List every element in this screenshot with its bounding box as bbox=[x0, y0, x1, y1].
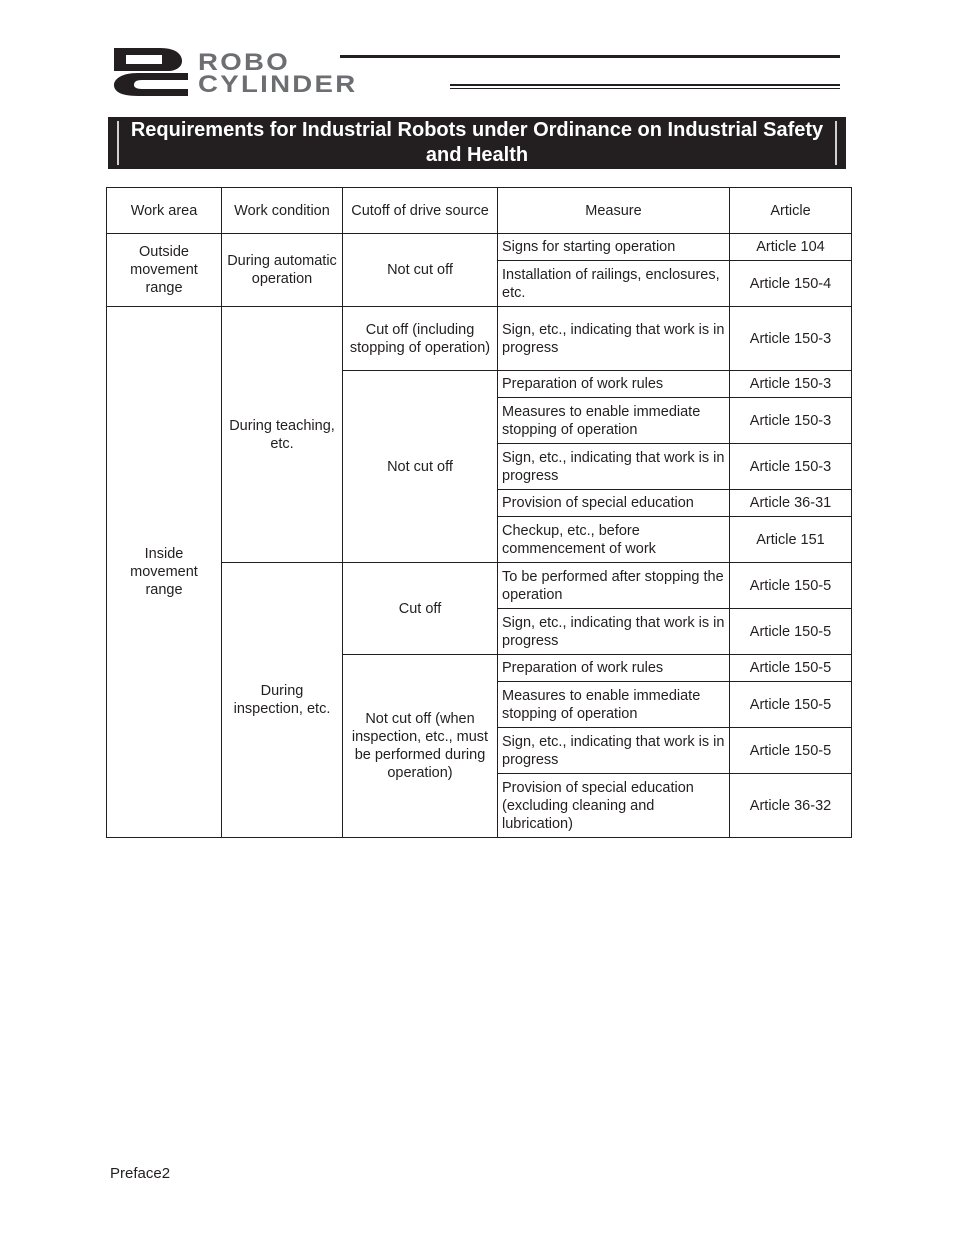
banner-right-edge bbox=[835, 121, 837, 165]
measure-cell: Signs for starting operation bbox=[498, 234, 730, 261]
banner-left-edge bbox=[117, 121, 119, 165]
work-condition-cell: During teaching, etc. bbox=[222, 307, 343, 563]
header-cutoff: Cutoff of drive source bbox=[343, 188, 498, 234]
measure-cell: Measures to enable immediate stopping of operation bbox=[498, 682, 730, 728]
table-row bbox=[107, 234, 852, 261]
cutoff-cell: Not cut off bbox=[343, 234, 498, 307]
measure-cell: Sign, etc., indicating that work is in progress bbox=[498, 728, 730, 774]
cutoff-cell: Cut off bbox=[343, 563, 498, 655]
page-number: Preface2 bbox=[110, 1165, 171, 1182]
header-work-condition: Work condition bbox=[222, 188, 343, 234]
measure-cell: Sign, etc., indicating that work is in progress bbox=[498, 444, 730, 490]
article-cell: Article 104 bbox=[730, 234, 852, 261]
measure-cell: Provision of special education bbox=[498, 490, 730, 517]
header-rule-top bbox=[340, 55, 840, 58]
rc-logo-mark-icon bbox=[112, 46, 192, 98]
article-cell: Article 150-3 bbox=[730, 398, 852, 444]
header-article: Article bbox=[730, 188, 852, 234]
article-cell: Article 150-3 bbox=[730, 307, 852, 371]
header-measure: Measure bbox=[498, 188, 730, 234]
cutoff-cell: Cut off (including stopping of operation) bbox=[343, 307, 498, 371]
requirements-table bbox=[106, 187, 852, 838]
header-rule-bottom bbox=[450, 84, 840, 86]
measure-cell: Sign, etc., indicating that work is in progress bbox=[498, 609, 730, 655]
work-area-cell: Inside movement range bbox=[107, 307, 222, 838]
article-cell: Article 150-5 bbox=[730, 728, 852, 774]
logo-word-cylinder: CYLINDER bbox=[198, 71, 358, 98]
article-cell: Article 151 bbox=[730, 517, 852, 563]
measure-cell: Provision of special education (excluding cleaning and lubrication) bbox=[498, 774, 730, 838]
logo-word-robo: ROBO bbox=[198, 49, 290, 76]
measure-cell: To be performed after stopping the operation bbox=[498, 563, 730, 609]
header-rule-bottom-thin bbox=[450, 88, 840, 89]
table-row bbox=[107, 307, 852, 371]
title-banner bbox=[108, 117, 846, 169]
article-cell: Article 150-3 bbox=[730, 371, 852, 398]
measure-cell: Preparation of work rules bbox=[498, 655, 730, 682]
article-cell: Article 150-5 bbox=[730, 609, 852, 655]
measure-cell: Checkup, etc., before commencement of work bbox=[498, 517, 730, 563]
measure-cell: Measures to enable immediate stopping of operation bbox=[498, 398, 730, 444]
article-cell: Article 150-3 bbox=[730, 444, 852, 490]
article-cell: Article 36-31 bbox=[730, 490, 852, 517]
robo-cylinder-logo bbox=[112, 46, 852, 98]
article-cell: Article 150-5 bbox=[730, 682, 852, 728]
article-cell: Article 150-5 bbox=[730, 655, 852, 682]
article-cell: Article 150-4 bbox=[730, 261, 852, 307]
cutoff-cell: Not cut off bbox=[343, 371, 498, 563]
measure-cell: Preparation of work rules bbox=[498, 371, 730, 398]
work-condition-cell: During inspection, etc. bbox=[222, 563, 343, 838]
page-title: Requirements for Industrial Robots under Ordinance on Industrial Safety and Health bbox=[130, 119, 824, 166]
header-work-area: Work area bbox=[107, 188, 222, 234]
measure-cell: Sign, etc., indicating that work is in progress bbox=[498, 307, 730, 371]
article-cell: Article 150-5 bbox=[730, 563, 852, 609]
measure-cell: Installation of railings, enclosures, etc. bbox=[498, 261, 730, 307]
article-cell: Article 36-32 bbox=[730, 774, 852, 838]
table-header-row bbox=[107, 188, 852, 234]
work-condition-cell: During automatic operation bbox=[222, 234, 343, 307]
work-area-cell: Outside movement range bbox=[107, 234, 222, 307]
cutoff-cell: Not cut off (when inspection, etc., must be performed during operation) bbox=[343, 655, 498, 838]
